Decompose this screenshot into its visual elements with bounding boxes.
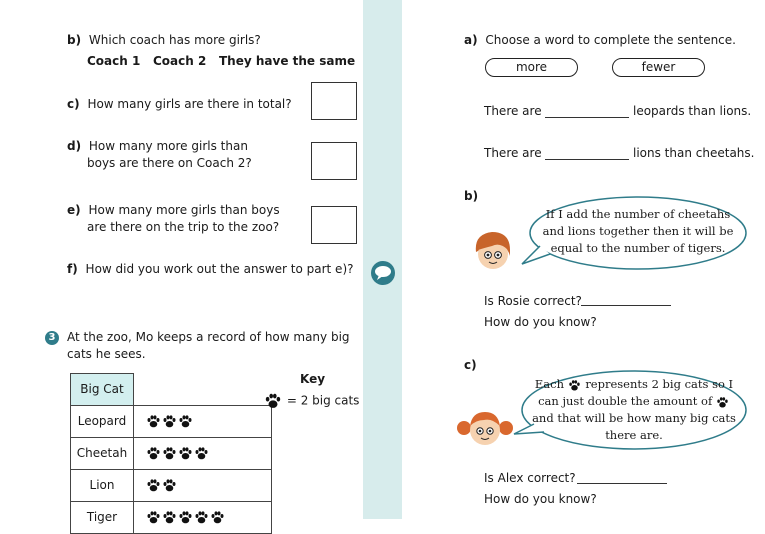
- key-value: = 2 big cats: [286, 393, 360, 408]
- paw-icon: [162, 510, 177, 525]
- bubble-line: and lions together then it will be: [542, 224, 734, 238]
- paw-icon: [568, 379, 581, 392]
- paw-icon: [146, 510, 161, 525]
- bubble-line: [524, 393, 744, 410]
- question-e: [67, 203, 280, 217]
- bubble-line-1a: Each: [534, 377, 564, 391]
- paw-icon: [716, 396, 729, 409]
- answer-line-alex[interactable]: [577, 483, 667, 484]
- alex-question-1: Is Alex correct?: [484, 471, 576, 485]
- paw-icon: [210, 510, 225, 525]
- rosie-question-2: How do you know?: [484, 315, 597, 329]
- question-b-left: [67, 33, 261, 47]
- answer-box-c[interactable]: [311, 82, 357, 120]
- question-label: f): [67, 262, 78, 276]
- bubble-line: equal to the number of tigers.: [550, 241, 726, 255]
- bubble-line: [524, 376, 744, 393]
- option-fewer-button[interactable]: fewer: [612, 58, 705, 77]
- paw-icon: [194, 510, 209, 525]
- table-row: [71, 405, 272, 437]
- answer-box-e[interactable]: [311, 206, 357, 244]
- alex-question-2: How do you know?: [484, 492, 597, 506]
- answer-line-rosie[interactable]: [581, 305, 671, 306]
- question-a-right: [464, 33, 736, 47]
- row-label-tiger: Tiger: [71, 501, 134, 533]
- row-icons-cheetah: [134, 437, 272, 469]
- answer-line-2[interactable]: [545, 159, 629, 160]
- question-text: Which coach has more girls?: [88, 33, 261, 47]
- bubble-text-rosie: [532, 206, 744, 257]
- question-number-badge: 3: [45, 331, 59, 345]
- question-label: b): [464, 189, 479, 203]
- question-text: Choose a word to complete the sentence.: [485, 33, 736, 47]
- row-icons-tiger: [134, 501, 272, 533]
- bubble-line-1b: represents 2 big cats so I: [585, 377, 734, 391]
- discuss-icon[interactable]: [370, 260, 396, 286]
- question-text: How many girls are there in total?: [87, 97, 292, 111]
- choice-same[interactable]: They have the same: [219, 54, 356, 68]
- choice-coach-2[interactable]: Coach 2: [153, 54, 207, 68]
- paw-icon: [178, 510, 193, 525]
- bubble-line-2a: can just double the amount of: [538, 394, 713, 408]
- paw-icon: [178, 446, 193, 461]
- key-title: Key: [300, 372, 326, 386]
- bubble-text-alex: [524, 376, 744, 444]
- question-text: How did you work out the answer to part e)?: [85, 262, 354, 276]
- row-icons-lion: [134, 469, 272, 501]
- option-more-button[interactable]: more: [485, 58, 578, 77]
- speech-bubble-rosie: [518, 194, 750, 274]
- question-c: [67, 97, 292, 111]
- paw-icon: [264, 392, 282, 410]
- question-text: How many more girls than: [88, 139, 248, 153]
- answer-box-d[interactable]: [311, 142, 357, 180]
- paw-icon: [178, 414, 193, 429]
- question-e-line2: are there on the trip to the zoo?: [87, 220, 280, 234]
- paw-icon: [146, 446, 161, 461]
- question-label: e): [67, 203, 81, 217]
- row-label-lion: Lion: [71, 469, 134, 501]
- row-label-leopard: Leopard: [71, 405, 134, 437]
- choice-coach-1[interactable]: Coach 1: [87, 54, 141, 68]
- rosie-question-1: Is Rosie correct?: [484, 294, 582, 308]
- question-label: c): [67, 97, 80, 111]
- sentence-1-end: leopards than lions.: [633, 104, 752, 118]
- paw-icon: [162, 446, 177, 461]
- answer-line-1[interactable]: [545, 117, 629, 118]
- paw-icon: [146, 414, 161, 429]
- bubble-line: there are.: [605, 428, 663, 442]
- question-d-line2: boys are there on Coach 2?: [87, 156, 252, 170]
- bubble-line: If I add the number of cheetahs: [545, 207, 731, 221]
- paw-icon: [162, 478, 177, 493]
- paw-icon: [146, 478, 161, 493]
- table-row: [71, 501, 272, 533]
- table-row: [71, 469, 272, 501]
- paw-icon: [194, 446, 209, 461]
- speech-bubble-alex: [510, 368, 750, 452]
- paw-icon: [162, 414, 177, 429]
- sentence-2-start: There are: [484, 146, 542, 160]
- key-row: [264, 392, 359, 410]
- question-label: c): [464, 358, 477, 372]
- table-row: [71, 437, 272, 469]
- table-header: Big Cat: [71, 374, 134, 406]
- rosie-avatar: [470, 228, 520, 274]
- alex-avatar: [456, 406, 514, 450]
- question-label: b): [67, 33, 82, 47]
- sentence-2-end: lions than cheetahs.: [633, 146, 755, 160]
- row-icons-leopard: [134, 405, 272, 437]
- question-text: How many more girls than boys: [88, 203, 280, 217]
- sentence-1-start: There are: [484, 104, 542, 118]
- row-label-cheetah: Cheetah: [71, 437, 134, 469]
- question-label: d): [67, 139, 82, 153]
- pictogram-table: [70, 373, 272, 534]
- bubble-line: and that will be how many big cats: [532, 411, 736, 425]
- question-label: a): [464, 33, 478, 47]
- question-f: [67, 262, 354, 276]
- question-d: [67, 139, 248, 153]
- question-3-line2: cats he sees.: [67, 347, 146, 361]
- question-3-line1: At the zoo, Mo keeps a record of how many big: [67, 330, 350, 344]
